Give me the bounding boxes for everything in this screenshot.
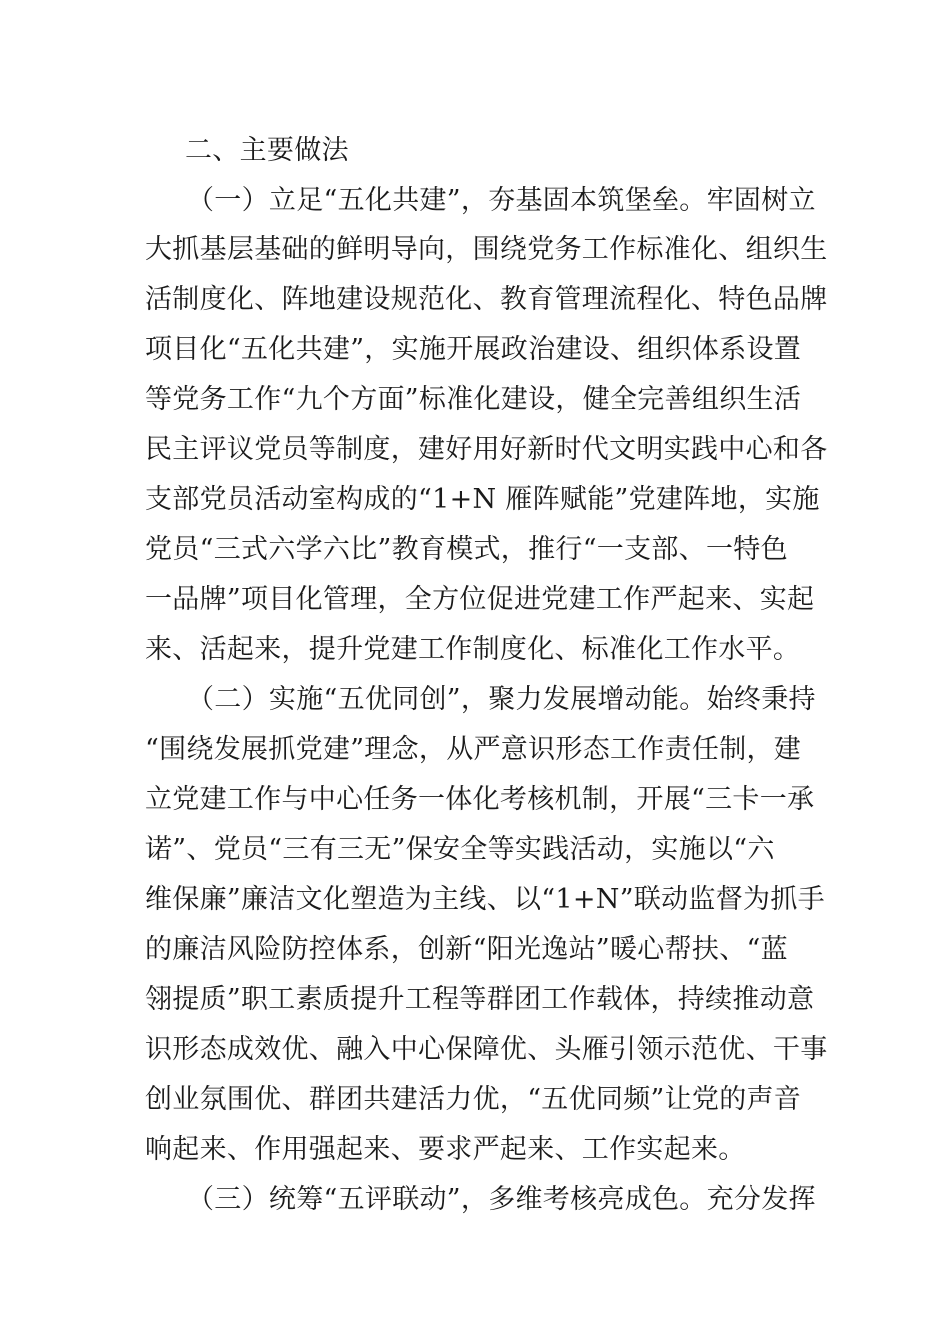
paragraph-line: 响起来、作用强起来、要求严起来、工作实起来。 [145,1134,746,1165]
paragraph-line: 创业氛围优、群团共建活力优，“五优同频”让党的声音 [145,1084,802,1115]
paragraph-line: （二）实施“五优同创”，聚力发展增动能。始终秉持 [187,684,816,715]
paragraph-line: 大抓基层基础的鲜明导向，围绕党务工作标准化、组织生 [145,234,828,265]
paragraph-line: 党员“三式六学六比”教育模式，推行“一支部、一特色 [145,534,788,565]
paragraph-line: 来、活起来，提升党建工作制度化、标准化工作水平。 [145,634,801,665]
paragraph-line: 等党务工作“九个方面”标准化建设，健全完善组织生活 [145,384,802,415]
paragraph-line: 项目化“五化共建”，实施开展政治建设、组织体系设置 [145,334,802,365]
paragraph-line: （三）统筹“五评联动”，多维考核亮成色。充分发挥 [187,1184,816,1215]
section-heading: 二、主要做法 [185,135,349,166]
paragraph-line: 识形态成效优、融入中心保障优、头雁引领示范优、干事 [145,1034,828,1065]
paragraph-line: （一）立足“五化共建”，夯基固本筑堡垒。牢固树立 [187,185,816,216]
paragraph-line: 诺”、党员“三有三无”保安全等实践活动，实施以“六 [145,834,775,865]
paragraph-line: 活制度化、阵地建设规范化、教育管理流程化、特色品牌 [145,284,828,315]
paragraph-line: 支部党员活动室构成的“1+N 雁阵赋能”党建阵地，实施 [145,484,820,515]
paragraph-line: “围绕发展抓党建”理念，从严意识形态工作责任制，建 [145,734,802,765]
paragraph-line: 的廉洁风险防控体系，创新“阳光逸站”暖心帮扶、“蓝 [145,934,788,965]
paragraph-line: 民主评议党员等制度，建好用好新时代文明实践中心和各 [145,434,828,465]
paragraph-line: 翎提质”职工素质提升工程等群团工作载体，持续推动意 [145,984,815,1015]
paragraph-line: 一品牌”项目化管理，全方位促进党建工作严起来、实起 [145,584,815,615]
paragraph-line: 立党建工作与中心任务一体化考核机制，开展“三卡一承 [145,784,815,815]
paragraph-line: 维保廉”廉洁文化塑造为主线、以“1+N”联动监督为抓手 [145,884,825,915]
